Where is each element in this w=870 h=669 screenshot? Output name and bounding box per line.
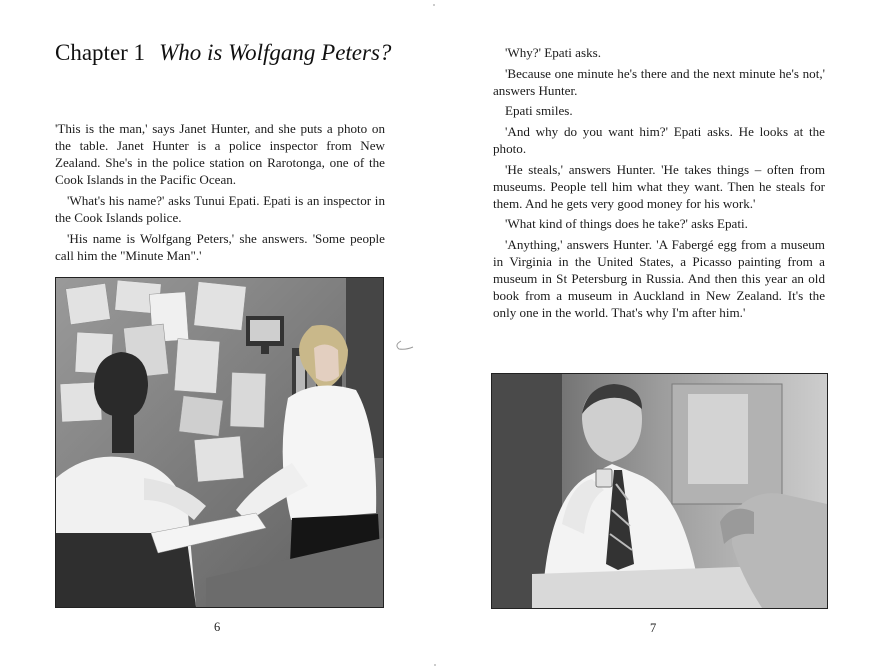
- man-with-cup-photo: [491, 373, 828, 609]
- paragraph: 'What kind of things does he take?' asks Epati.: [505, 216, 748, 232]
- page-number: 6: [214, 620, 221, 634]
- chapter-heading: [55, 40, 391, 66]
- paragraph: 'Why?' Epati asks.: [505, 45, 601, 60]
- chapter-number: Chapter 1: [55, 40, 146, 65]
- right-page: [435, 0, 870, 669]
- paragraph: 'He steals,' answers Hunter. 'He takes things – often from museums. People tell him what they want. Then he steals for them. And he gets very good money for his work.': [493, 161, 825, 211]
- page-number: 7: [650, 621, 657, 635]
- right-body-text: [493, 44, 825, 325]
- paragraph: 'Anything,' answers Hunter. 'A Fabergé egg from a museum in Virginia in the United States, a Picasso painting from a museum in St Petersburg in Russia. And then this year an old book from a museum in Auckland in New Zealand. It's the only one in the world. That's why I'm after him.': [493, 236, 825, 321]
- pencil-mark-icon: [393, 338, 417, 354]
- paragraph: 'This is the man,' says Janet Hunter, and she puts a photo on the table. Janet Hunter is a police inspector from New Zealand. She's in the police station on Rarotonga, one of the Cook Islands in the Pacific Ocean.: [55, 121, 385, 188]
- chapter-title: Who is Wolfgang Peters?: [159, 40, 392, 65]
- paragraph: 'And why do you want him?' Epati asks. He looks at the photo.: [493, 123, 825, 156]
- paragraph: Epati smiles.: [505, 103, 573, 119]
- paragraph: 'What's his name?' asks Tunui Epati. Epati is an inspector in the Cook Islands police.: [55, 192, 385, 225]
- police-station-illustration: [56, 278, 383, 607]
- police-station-photo: [55, 277, 384, 608]
- man-with-cup-illustration: [492, 374, 827, 608]
- paragraph: 'His name is Wolfgang Peters,' she answers. 'Some people call him the "Minute Man".': [55, 230, 385, 263]
- paragraph: 'Because one minute he's there and the next minute he's not,' answers Hunter.: [493, 65, 825, 98]
- left-body-text: [55, 120, 385, 267]
